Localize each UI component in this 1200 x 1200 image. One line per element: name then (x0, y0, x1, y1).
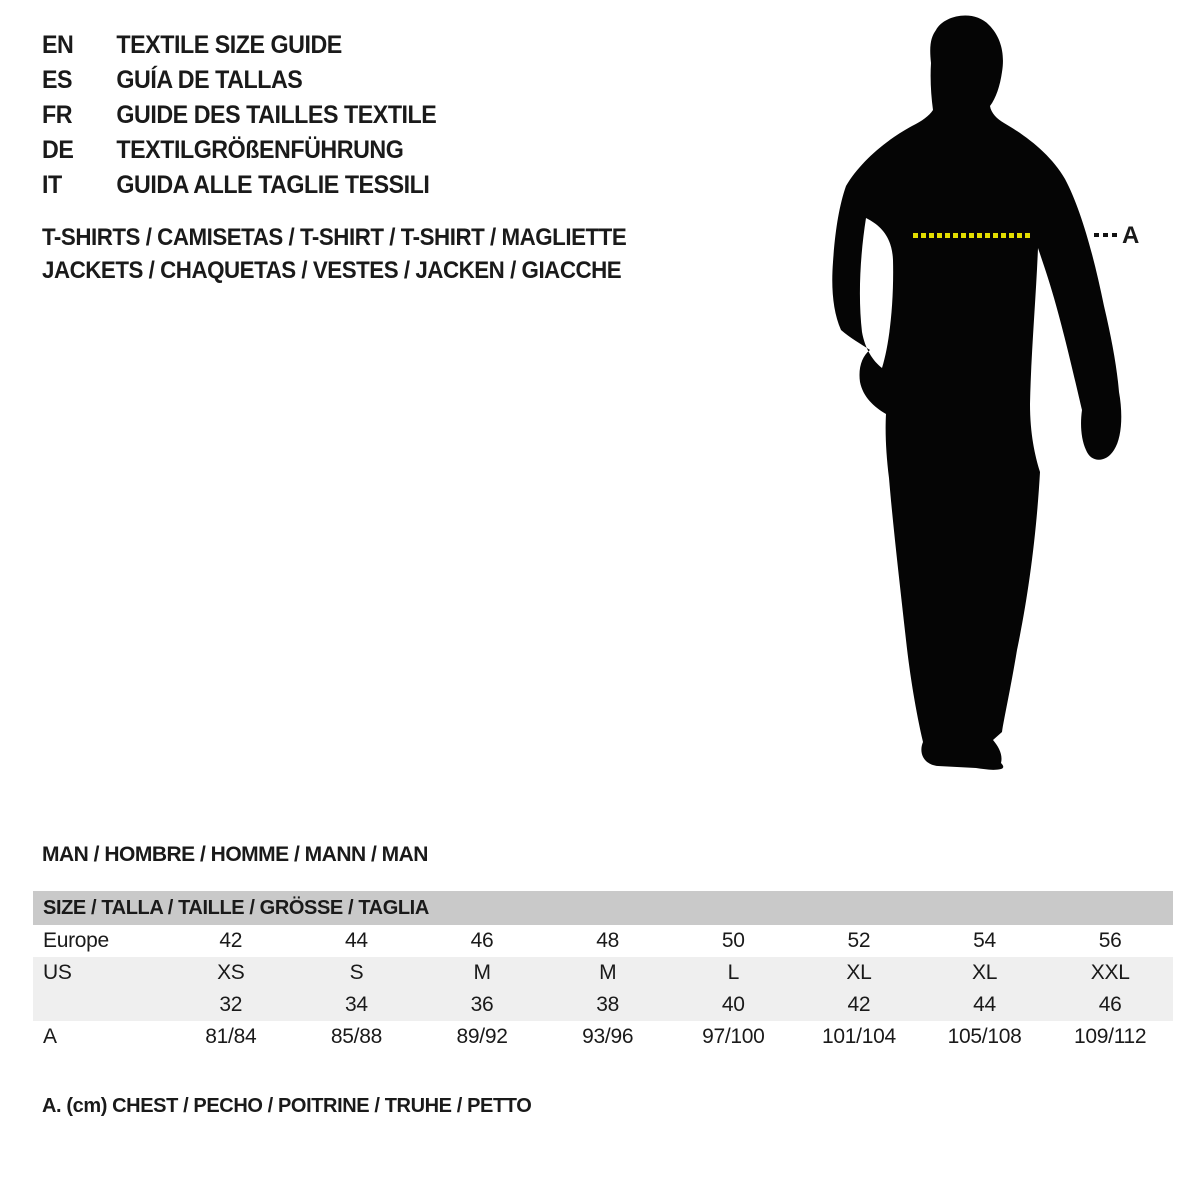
table-cell: XL (796, 957, 922, 989)
table-cell: 42 (219, 929, 243, 952)
category-line-tshirts: T-SHIRTS / CAMISETAS / T-SHIRT / T-SHIRT / MAGLIETTE (42, 224, 627, 251)
table-cell: 81/84 (205, 1025, 257, 1048)
table-cell: S (294, 957, 420, 989)
table-cell: M (419, 957, 545, 989)
table-cell: 56 (1098, 929, 1122, 952)
table-cell: 50 (721, 929, 745, 952)
table-row-alt-sizes (33, 989, 1173, 1021)
table-cell: 32 (168, 989, 294, 1021)
table-cell: L (671, 957, 797, 989)
row-label (33, 989, 168, 1021)
table-cell: XL (922, 957, 1048, 989)
language-code: DE (42, 136, 74, 164)
table-cell: 85/88 (330, 1025, 382, 1048)
row-label: US (33, 957, 168, 989)
language-code: IT (42, 171, 62, 199)
table-cell: 109/112 (1074, 1025, 1147, 1048)
table-cell: 101/104 (822, 1025, 896, 1048)
table-cell: 93/96 (582, 1025, 634, 1048)
measure-footnote: A. (cm) CHEST / PECHO / POITRINE / TRUHE / PETTO (42, 1095, 532, 1117)
table-cell: 46 (1047, 989, 1173, 1021)
table-cell: M (545, 957, 671, 989)
chest-measure-line (913, 233, 1031, 238)
language-title: TEXTILE SIZE GUIDE (116, 31, 342, 59)
category-line-jackets: JACKETS / CHAQUETAS / VESTES / JACKEN / GIACCHE (42, 257, 622, 284)
table-cell: 52 (847, 929, 871, 952)
table-cell: 46 (470, 929, 494, 952)
table-cell: 42 (796, 989, 922, 1021)
language-code: ES (42, 66, 73, 94)
table-cell: 34 (294, 989, 420, 1021)
man-silhouette-path (832, 16, 1121, 770)
section-title: MAN / HOMBRE / HOMME / MANN / MAN (42, 843, 428, 866)
table-cell: XS (168, 957, 294, 989)
table-cell: 40 (671, 989, 797, 1021)
row-label: Europe (43, 929, 109, 952)
size-table (33, 891, 1173, 1053)
table-header-label: SIZE / TALLA / TAILLE / GRÖSSE / TAGLIA (33, 891, 1173, 925)
language-title: GUIDE DES TAILLES TEXTILE (116, 101, 437, 129)
table-cell: XXL (1047, 957, 1173, 989)
table-row-europe (33, 925, 1173, 957)
measure-callout-dashes (1094, 233, 1120, 237)
language-code: EN (42, 31, 74, 59)
language-code: FR (42, 101, 73, 129)
measure-label-a: A (1122, 222, 1140, 249)
table-cell: 38 (545, 989, 671, 1021)
table-row-us (33, 957, 1173, 989)
table-cell: 44 (922, 989, 1048, 1021)
table-cell: 89/92 (456, 1025, 508, 1048)
table-cell: 97/100 (702, 1025, 765, 1048)
table-cell: 48 (596, 929, 620, 952)
table-cell: 44 (345, 929, 368, 952)
row-label: A (43, 1025, 57, 1048)
language-title: GUÍA DE TALLAS (116, 66, 303, 94)
table-cell: 36 (419, 989, 545, 1021)
language-title: TEXTILGRÖßENFÜHRUNG (116, 136, 404, 164)
table-header-row (33, 891, 1173, 925)
table-cell: 105/108 (947, 1025, 1022, 1048)
language-title: GUIDA ALLE TAGLIE TESSILI (116, 171, 430, 199)
table-cell: 54 (973, 929, 996, 952)
table-row-chest-cm (33, 1021, 1173, 1053)
